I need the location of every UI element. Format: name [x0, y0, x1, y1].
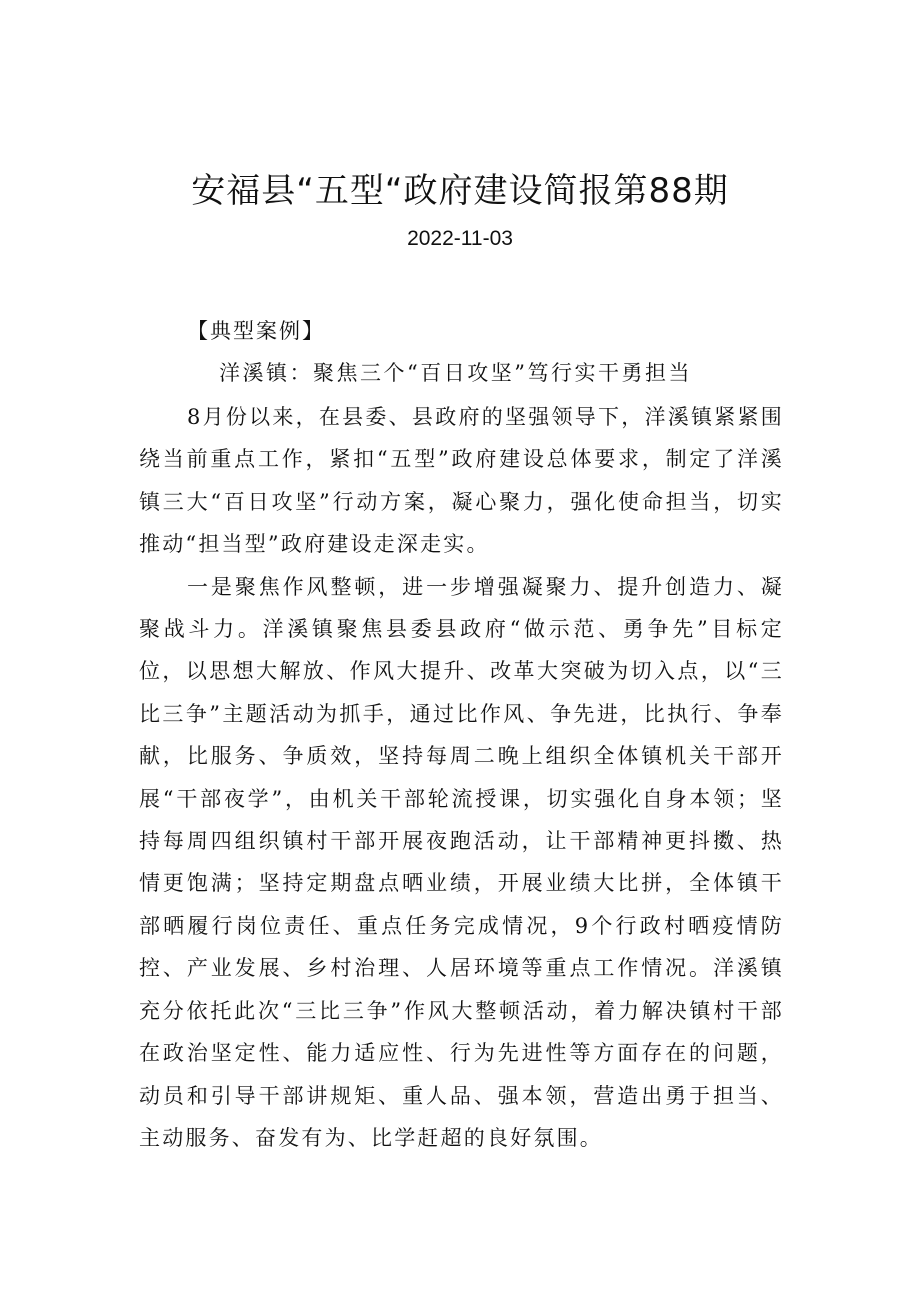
document-date: 2022-11-03	[407, 227, 513, 250]
document-title: 安福县“五型“政府建设简报第88期	[191, 171, 729, 211]
paragraph-style-rectification: 一是聚焦作风整顿，进一步增强凝聚力、提升创造力、凝聚战斗力。洋溪镇聚焦县委县政府“做示范、勇争先”目标定位，以思想大解放、作风大提升、改革大突破为切入点，以“三比三争”主题活动为抓手，通过比作风、争先进，比执行、争奉献，比服务、争质效，坚持每周二晚上组织全体镇机关干部开展“干部夜学”，由机关干部轮流授课，切实强化自身本领；坚持每周四组织镇村干部开展夜跑活动，让干部精神更抖擞、热情更饱满；坚持定期盘点晒业绩，开展业绩大比拼，全体镇干部晒履行岗位责任、重点任务完成情况，9个行政村晒疫情防控、产业发展、乡村治理、人居环境等重点工作情况。洋溪镇充分依托此次“三比三争”作风大整顿活动，着力解决镇村干部在政治坚定性、能力适应性、行为先进性等方面存在的问题，动员和引导干部讲规矩、重人品、强本领，营造出勇于担当、主动服务、奋发有为、比学赶超的良好氛围。	[139, 574, 784, 1150]
article-subtitle: 洋溪镇：聚焦三个“百日攻坚”笃行实干勇担当	[219, 361, 692, 385]
paragraph-intro: 8月份以来，在县委、县政府的坚强领导下，洋溪镇紧紧围绕当前重点工作，紧扣“五型”政府建设总体要求，制定了洋溪镇三大“百日攻坚”行动方案，凝心聚力，强化使命担当，切实推动“担当型”政府建设走深走实。	[139, 405, 784, 557]
article-body	[139, 396, 784, 1159]
section-label: 【典型案例】	[187, 319, 325, 343]
